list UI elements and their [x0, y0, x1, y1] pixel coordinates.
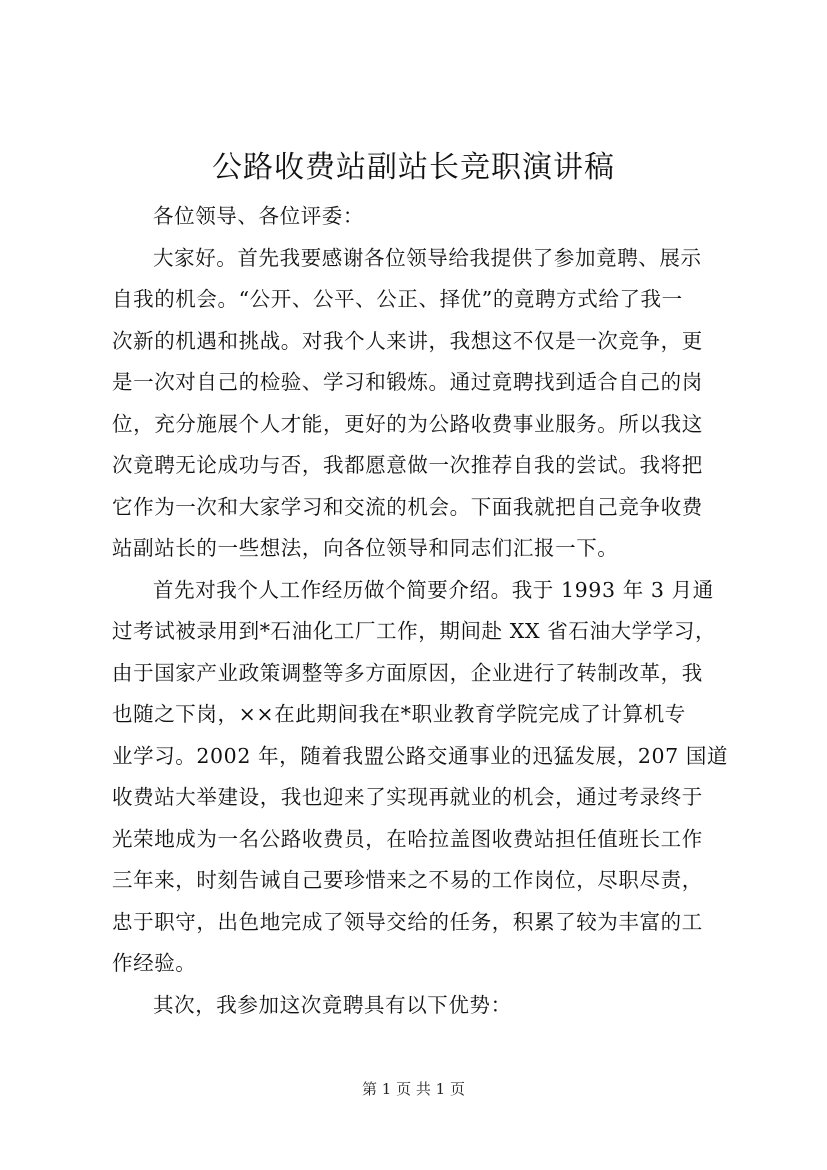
paragraph-line: 首先对我个人工作经历做个简要介绍。我于 1993 年 3 月通: [153, 577, 714, 602]
paragraph-line: 位，充分施展个人才能，更好的为公路收费事业服务。所以我这: [112, 411, 703, 436]
paragraph-line: 业学习。2002 年，随着我盟公路交通事业的迅猛发展，207 国道: [112, 743, 729, 768]
paragraph-line: 次新的机遇和挑战。对我个人来讲，我想这不仅是一次竞争，更: [112, 328, 703, 353]
document-title: 公路收费站副站长竞职演讲稿: [212, 150, 615, 185]
paragraph-line: 忠于职守，出色地完成了领导交给的任务，积累了较为丰富的工: [112, 909, 703, 934]
salutation-line: 各位领导、各位评委：: [153, 204, 364, 228]
paragraph-line: 是一次对自己的检验、学习和锻炼。通过竟聘找到适合自己的岗: [112, 370, 703, 394]
paragraph-line: 三年来，时刻告诫自己要珍惜来之不易的工作岗位，尽职尽责，: [112, 868, 703, 892]
paragraph-line: 收费站大举建设，我也迎来了实现再就业的机会，通过考录终于: [112, 785, 703, 809]
paragraph-line: 也随之下岗，××在此期间我在*职业教育学院完成了计算机专: [112, 702, 686, 726]
paragraph-line: 站副站长的一些想法，向各位领导和同志们汇报一下。: [112, 536, 619, 560]
page-footer: 第 1 页 共 1 页: [362, 1080, 465, 1098]
paragraph-line: 次竟聘无论成功与否，我都愿意做一次推荐自我的尝试。我将把: [112, 453, 703, 477]
paragraph-line: 自我的机会。“公开、公平、公正、择优”的竟聘方式给了我一: [112, 287, 683, 311]
paragraph-line: 其次，我参加这次竟聘具有以下优势：: [153, 992, 512, 1017]
paragraph-line: 由于国家产业政策调整等多方面原因，企业进行了转制改革，我: [112, 660, 703, 685]
paragraph-line: 它作为一次和大家学习和交流的机会。下面我就把自己竞争收费: [112, 494, 703, 519]
paragraph-line: 大家好。首先我要感谢各位领导给我提供了参加竟聘、展示: [153, 245, 702, 270]
paragraph-line: 过考试被录用到*石油化工厂工作，期间赴 XX 省石油大学学习，: [112, 619, 717, 643]
document-body: [112, 196, 734, 1026]
paragraph-line: 光荣地成为一名公路收费员，在哈拉盖图收费站担任值班长工作: [112, 826, 703, 851]
paragraph-line: 作经验。: [112, 951, 197, 975]
